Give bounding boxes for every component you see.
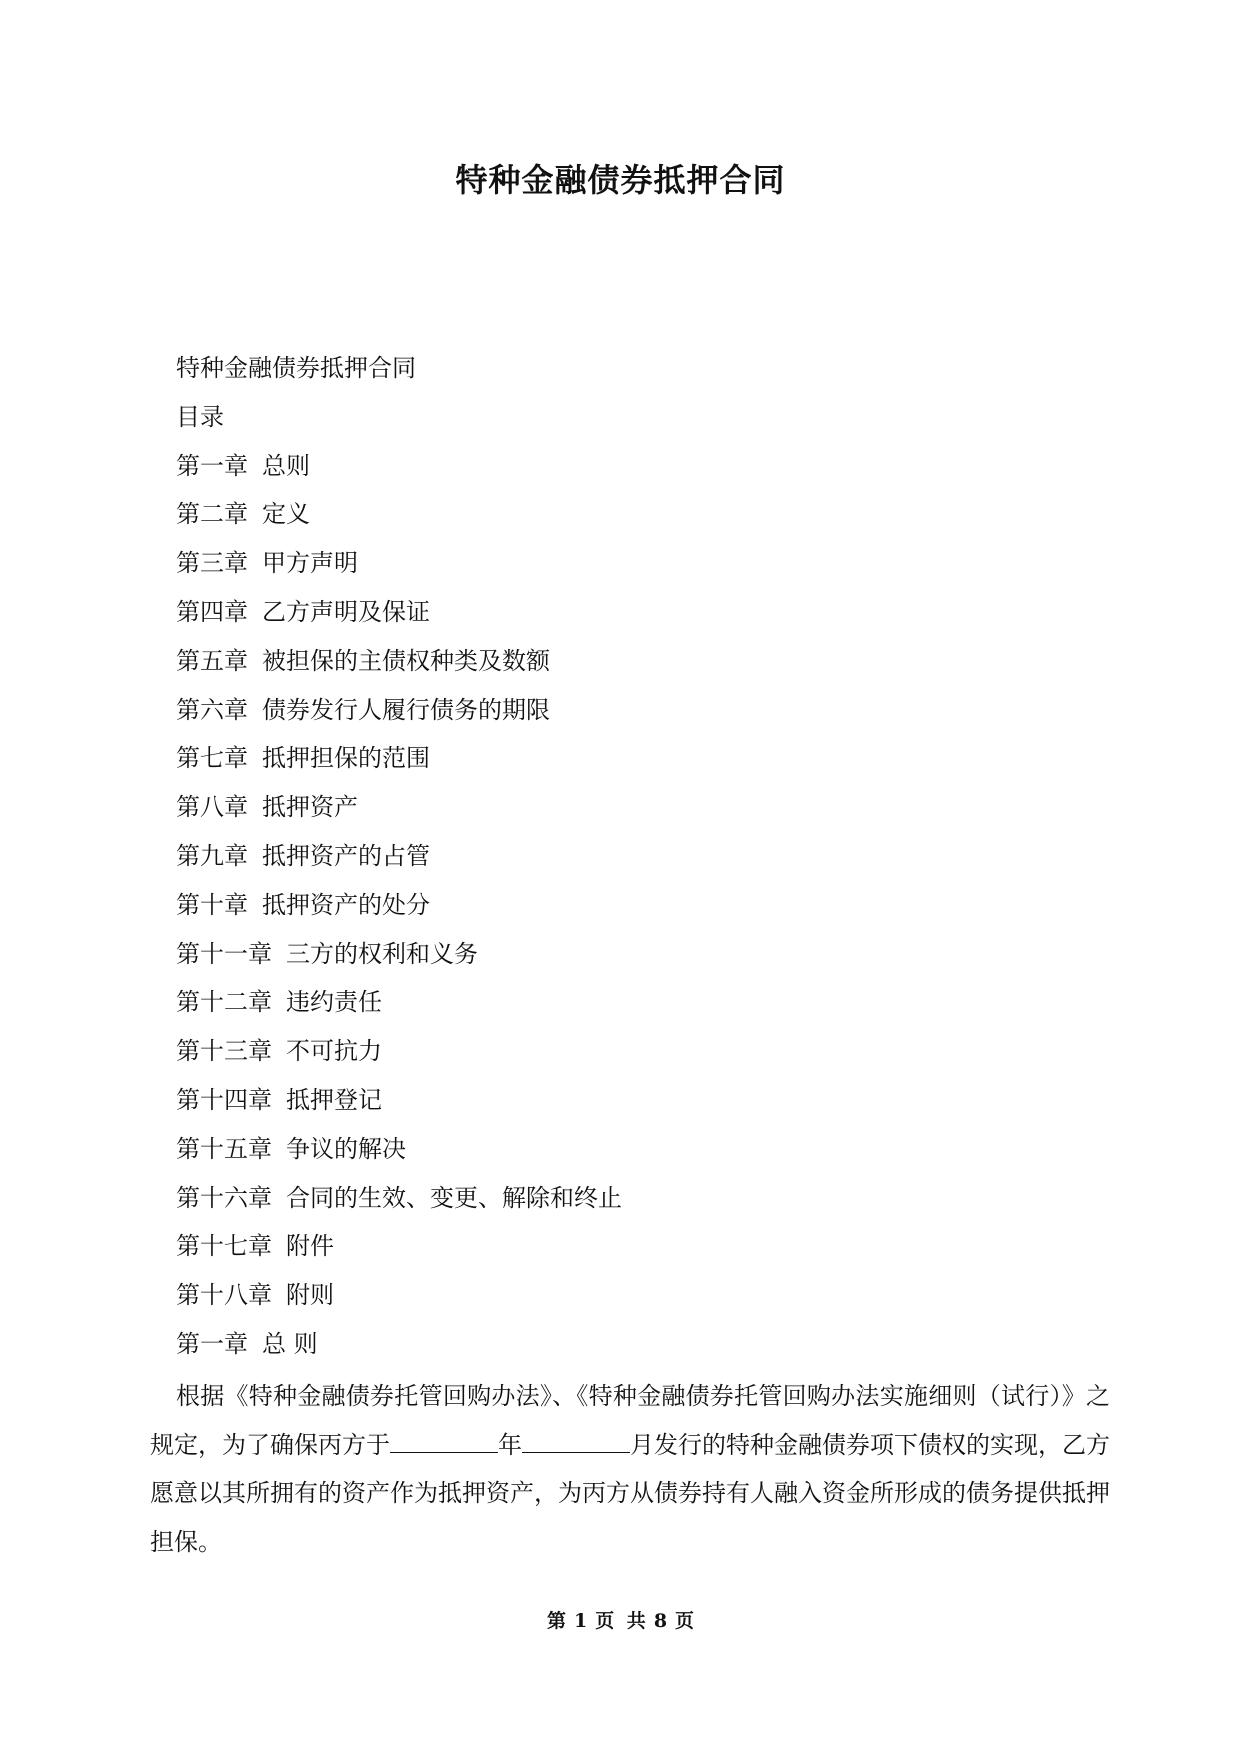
toc-chapter-title: 总则 [262, 451, 310, 480]
toc-chapter-title: 抵押登记 [286, 1085, 382, 1114]
toc-line [176, 791, 1126, 840]
date-blank-year[interactable] [390, 1430, 498, 1453]
toc-line [176, 1182, 1126, 1231]
toc-line [176, 742, 1126, 791]
toc-line [176, 889, 1126, 938]
toc-line [176, 694, 1126, 743]
toc-line [176, 1084, 1126, 1133]
toc-chapter-title: 三方的权利和义务 [286, 939, 478, 968]
toc-chapter-title: 抵押资产的占管 [262, 841, 430, 870]
toc-line [176, 498, 1126, 547]
toc-chapter-title: 定义 [262, 500, 310, 529]
toc-line [176, 1133, 1126, 1182]
body-text-part2: 年 [498, 1430, 522, 1459]
footer-prefix: 第 [546, 1610, 566, 1632]
toc-line [176, 1035, 1126, 1084]
toc-chapter-title: 乙方声明及保证 [262, 597, 430, 626]
toc-chapter-number: 第一章 [176, 451, 248, 480]
toc-line [176, 352, 1126, 401]
date-blank-month[interactable] [522, 1430, 630, 1453]
toc-chapter-title: 不可抗力 [286, 1037, 382, 1066]
footer-total-pages: 8 [653, 1610, 668, 1632]
toc-line [176, 938, 1126, 987]
toc-line [176, 986, 1126, 1035]
toc-chapter-title: 抵押担保的范围 [262, 744, 430, 773]
toc-chapter-title: 合同的生效、变更、解除和终止 [286, 1183, 622, 1212]
toc-chapter-number: 第八章 [176, 793, 248, 822]
toc-line [176, 450, 1126, 499]
toc-chapter-title: 抵押资产的处分 [262, 890, 430, 919]
footer-suffix: 页 [675, 1610, 695, 1632]
toc-chapter-number: 第一章 [176, 1329, 248, 1358]
toc-line [176, 1328, 1126, 1377]
toc-chapter-number: 第五章 [176, 646, 248, 675]
toc-line [176, 1230, 1126, 1279]
toc-chapter-number: 第二章 [176, 500, 248, 529]
toc-chapter-title: 总 则 [262, 1329, 318, 1358]
toc-chapter-title: 争议的解决 [286, 1134, 406, 1163]
body-text-part1: 根据《特种金融债券托管回购办法》、《特种金融债券托管回购办法实施细则（试行）》之规定，为了确保丙方于 [150, 1382, 1110, 1459]
footer-page-number: 1 [573, 1610, 588, 1632]
toc-chapter-number: 第四章 [176, 597, 248, 626]
toc-chapter-number: 第十一章 [176, 939, 272, 968]
toc-chapter-number: 第十章 [176, 890, 248, 919]
toc-chapter-number: 第十八章 [176, 1281, 272, 1310]
page-footer [0, 1608, 1241, 1634]
toc-chapter-title: 债券发行人履行债务的期限 [262, 695, 550, 724]
toc-chapter-title: 附件 [286, 1232, 334, 1261]
toc-chapter-number: 第十五章 [176, 1134, 272, 1163]
toc-chapter-title: 特种金融债券抵押合同 [176, 354, 416, 382]
toc-chapter-title: 被担保的主债权种类及数额 [262, 646, 550, 675]
document-title: 特种金融债券抵押合同 [455, 161, 786, 199]
toc-chapter-number: 第十六章 [176, 1183, 272, 1212]
table-of-contents [176, 352, 1126, 1377]
toc-chapter-number: 第三章 [176, 549, 248, 578]
body-paragraph [150, 1372, 1110, 1567]
toc-chapter-number: 第十二章 [176, 988, 272, 1017]
toc-line [176, 645, 1126, 694]
toc-chapter-title: 抵押资产 [262, 793, 358, 822]
toc-line [176, 401, 1126, 450]
toc-chapter-number: 第十三章 [176, 1037, 272, 1066]
footer-middle: 页 共 [595, 1610, 646, 1632]
toc-chapter-number: 第九章 [176, 841, 248, 870]
toc-chapter-title: 违约责任 [286, 988, 382, 1017]
toc-line [176, 840, 1126, 889]
body-text-part3: 月发行的特种金融债券项下债权的实现，乙方愿意以其所拥有的资产作为抵押资产，为丙方从债券持有人融入资金所形成的债务提供抵押担保。 [150, 1430, 1110, 1557]
toc-chapter-title: 甲方声明 [262, 549, 358, 578]
toc-line [176, 596, 1126, 645]
toc-chapter-number: 第六章 [176, 695, 248, 724]
toc-chapter-number: 第七章 [176, 744, 248, 773]
toc-chapter-number: 第十四章 [176, 1085, 272, 1114]
toc-chapter-title: 附则 [286, 1281, 334, 1310]
toc-chapter-number: 第十七章 [176, 1232, 272, 1261]
toc-chapter-title: 目录 [176, 402, 224, 431]
toc-line [176, 1279, 1126, 1328]
toc-line [176, 547, 1126, 596]
